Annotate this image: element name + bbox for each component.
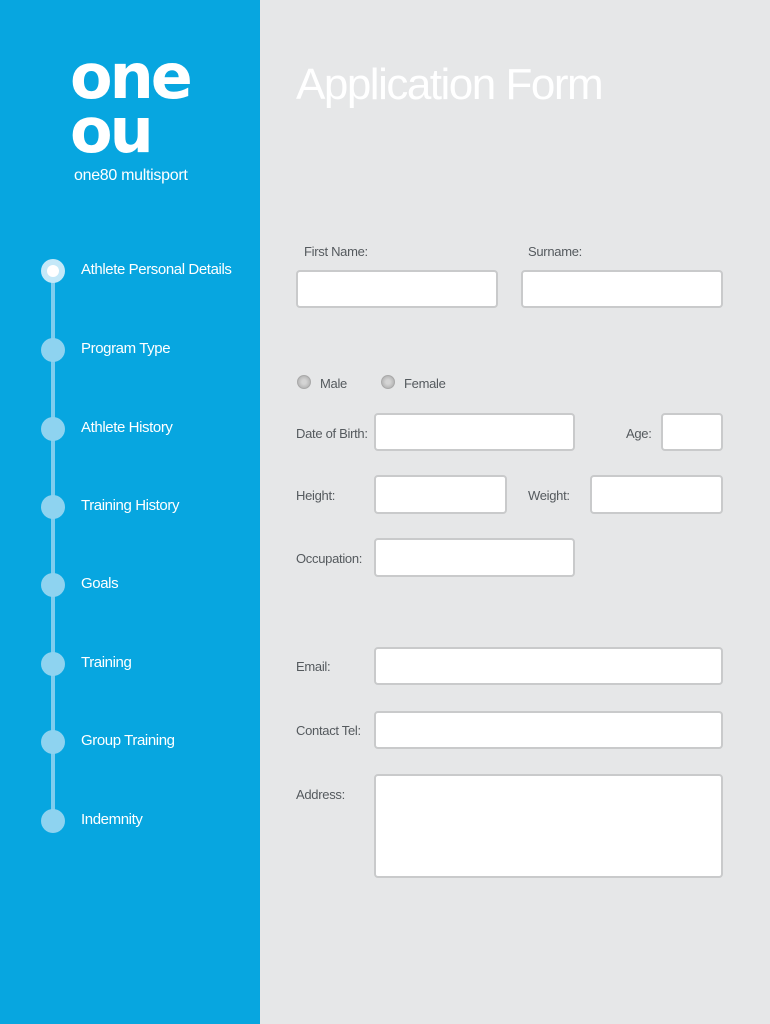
step-dot-icon	[41, 652, 65, 676]
step-active-dot-icon	[41, 259, 65, 283]
occupation-input[interactable]	[374, 538, 575, 577]
step-label: Athlete History	[81, 419, 173, 436]
step-label: Indemnity	[81, 811, 143, 828]
step-dot-icon	[41, 573, 65, 597]
address-textarea[interactable]	[374, 774, 723, 878]
weight-input[interactable]	[590, 475, 723, 514]
email-label: Email:	[296, 659, 331, 674]
step-label: Group Training	[81, 732, 175, 749]
surname-input[interactable]	[521, 270, 723, 308]
brand-logo-bottom: ou	[70, 94, 151, 167]
step-dot-icon	[41, 809, 65, 833]
address-label: Address:	[296, 787, 345, 802]
step-dot-icon	[41, 417, 65, 441]
age-label: Age:	[626, 426, 652, 441]
email-input[interactable]	[374, 647, 723, 685]
dob-input[interactable]	[374, 413, 575, 451]
step-label: Goals	[81, 575, 119, 592]
step-label: Program Type	[81, 340, 171, 357]
step-dot-icon	[41, 338, 65, 362]
height-input[interactable]	[374, 475, 507, 514]
brand-tagline: one80 multisport	[74, 167, 188, 184]
step-label: Training History	[81, 497, 180, 514]
step-label: Athlete Personal Details	[81, 261, 232, 278]
height-label: Height:	[296, 488, 336, 503]
weight-label: Weight:	[528, 488, 570, 503]
brand-logo-top: one	[70, 40, 190, 113]
occupation-label: Occupation:	[296, 551, 363, 566]
page-title: Application Form	[296, 60, 603, 109]
contact-tel-input[interactable]	[374, 711, 723, 749]
step-dot-icon	[41, 730, 65, 754]
age-input[interactable]	[661, 413, 723, 451]
first-name-label: First Name:	[304, 244, 368, 259]
male-label: Male	[320, 376, 347, 391]
sidebar	[0, 0, 260, 1024]
male-radio[interactable]	[297, 375, 311, 389]
first-name-input[interactable]	[296, 270, 498, 308]
step-dot-icon	[41, 495, 65, 519]
step-label: Training	[81, 654, 132, 671]
contact-tel-label: Contact Tel:	[296, 723, 361, 738]
surname-label: Surname:	[528, 244, 582, 259]
female-label: Female	[404, 376, 446, 391]
female-radio[interactable]	[381, 375, 395, 389]
dob-label: Date of Birth:	[296, 426, 368, 441]
